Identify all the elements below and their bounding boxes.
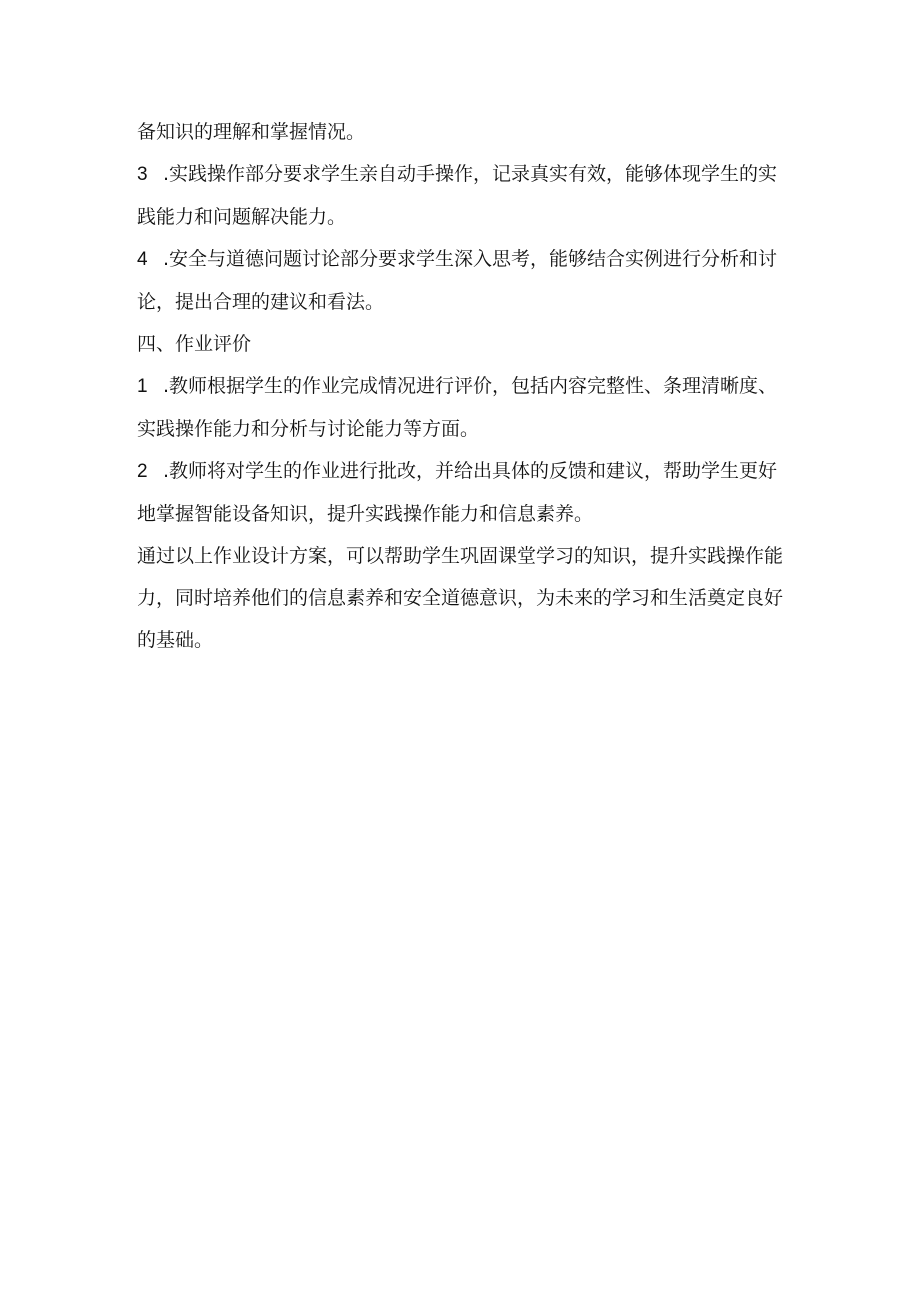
list-item-text: .安全与道德问题讨论部分要求学生深入思考，能够结合实例进行分析和讨论，提出合理的建议和看法。 xyxy=(137,248,778,313)
document-body xyxy=(137,111,787,661)
list-item-2 xyxy=(137,450,787,535)
list-item-text: .实践操作部分要求学生亲自动手操作，记录真实有效，能够体现学生的实践能力和问题解决能力。 xyxy=(137,163,778,228)
section-heading-text: 四、作业评价 xyxy=(137,333,252,355)
list-item-text: .教师根据学生的作业完成情况进行评价，包括内容完整性、条理清晰度、实践操作能力和分析与讨论能力等方面。 xyxy=(137,375,778,440)
closing-paragraph xyxy=(137,535,787,661)
list-number: 3 xyxy=(137,164,148,185)
paragraph-text: 备知识的理解和掌握情况。 xyxy=(137,121,366,143)
list-item-3 xyxy=(137,153,787,238)
paragraph-text: 通过以上作业设计方案，可以帮助学生巩固课堂学习的知识，提升实践操作能力，同时培养他们的信息素养和安全道德意识，为未来的学习和生活奠定良好的基础。 xyxy=(137,545,784,651)
list-item-1 xyxy=(137,365,787,450)
paragraph-continuation xyxy=(137,111,787,153)
list-number: 1 xyxy=(137,376,148,397)
section-heading xyxy=(137,323,787,365)
list-number: 4 xyxy=(137,249,148,270)
list-number: 2 xyxy=(137,461,148,482)
list-item-text: .教师将对学生的作业进行批改，并给出具体的反馈和建议，帮助学生更好地掌握智能设备知识，提升实践操作能力和信息素养。 xyxy=(137,460,778,525)
list-item-4 xyxy=(137,238,787,323)
